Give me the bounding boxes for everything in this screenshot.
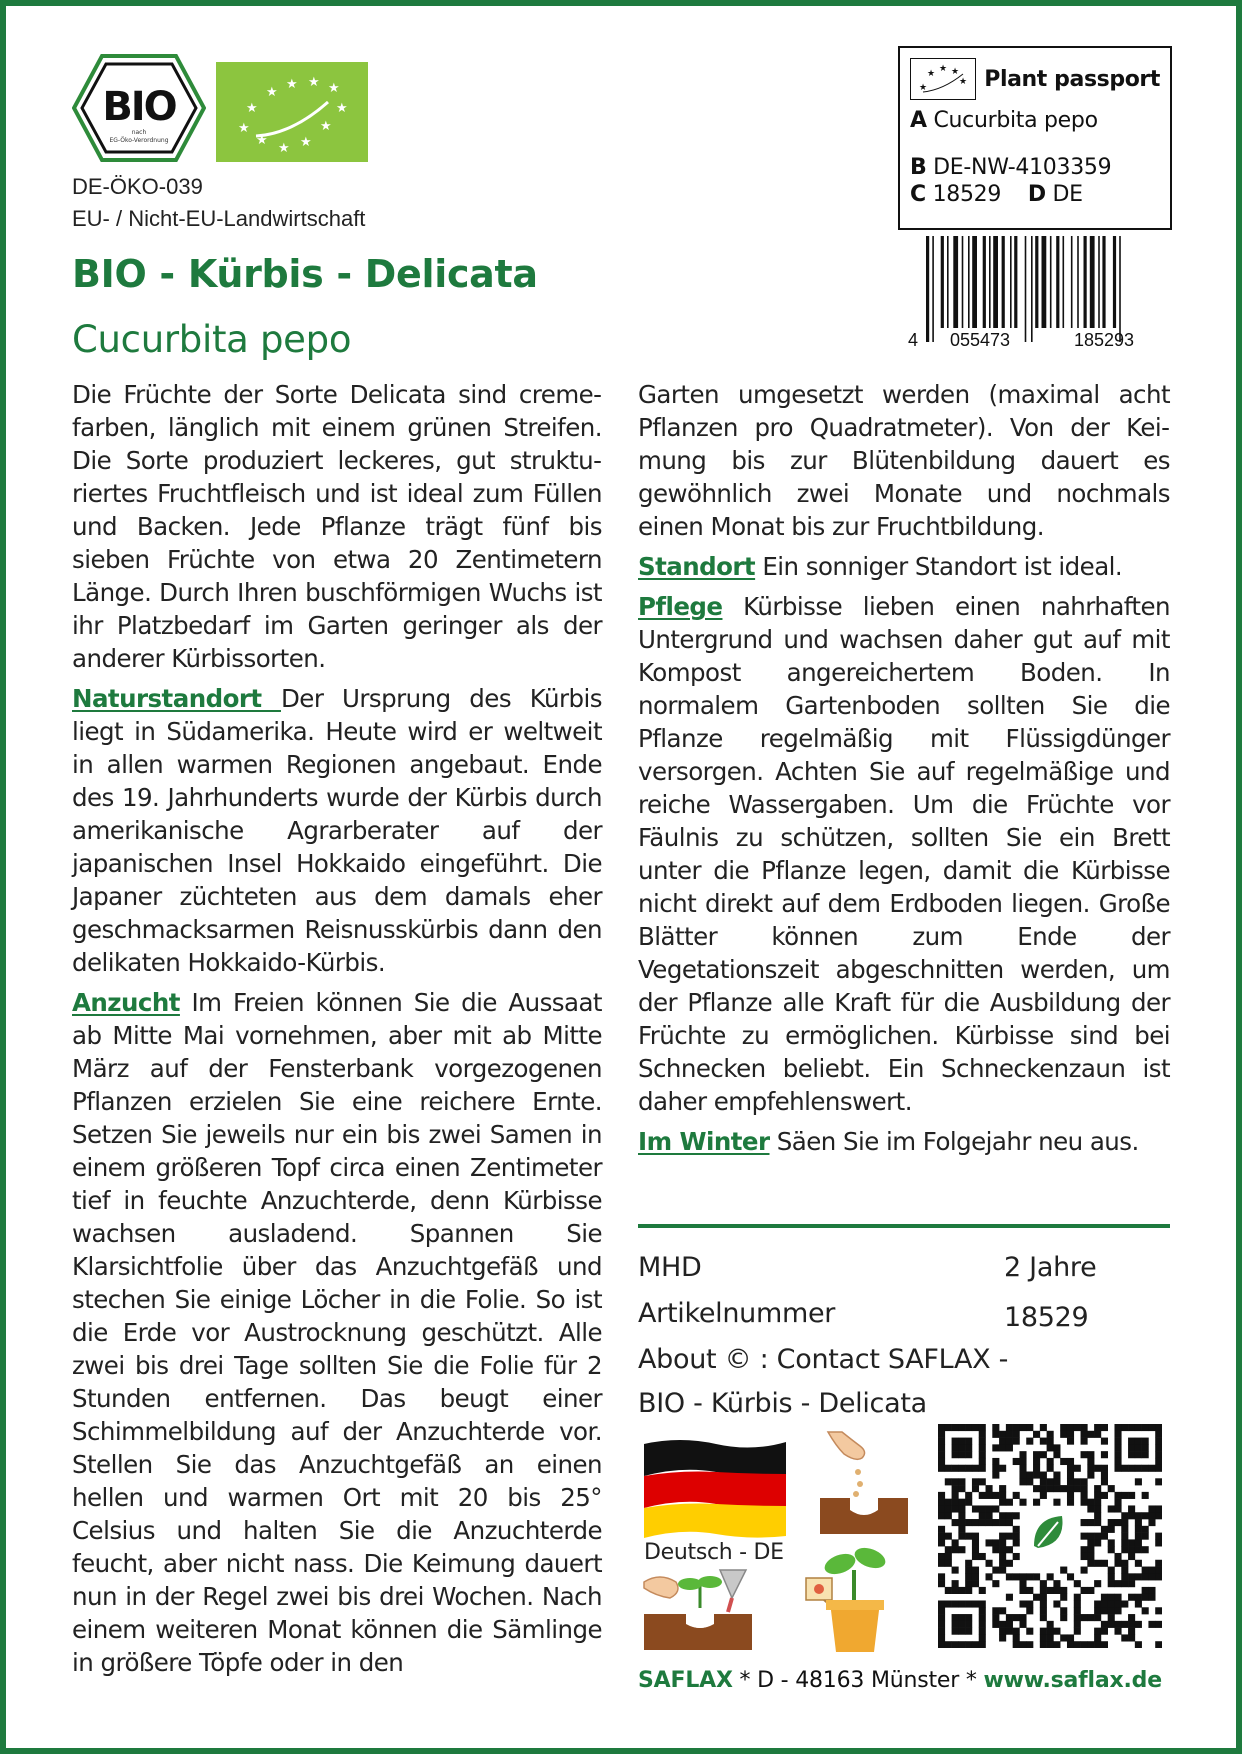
pflege-heading: Pflege	[638, 592, 723, 621]
qr-leaf-icon	[1022, 1508, 1078, 1564]
about-contact: About © : Contact SAFLAX -	[638, 1344, 1009, 1375]
svg-text:★: ★	[238, 121, 250, 136]
product-name-line: BIO - Kürbis - Delicata	[638, 1388, 927, 1419]
agriculture-origin: EU- / Nicht-EU-Landwirtschaft	[72, 206, 366, 231]
anzucht-heading: Anzucht	[72, 988, 180, 1017]
naturstandort-paragraph: Naturstandort Der Ursprung des Kürbis liegt in Südamerika. Heute wird er weltweit in allen warmen Regionen angebaut. Ende des 19. Jahrhunderts wurde der Kürbis durch amerikanische Agrarberater auf der japanischen Insel Hokkaido eingeführt. Die Japaner züchteten aus dem damals eher geschmacksarmen Reisnusskürbis dann den delikaten Hokkaido-Kürbis.	[72, 684, 602, 977]
svg-text:★: ★	[266, 85, 278, 100]
winter-paragraph: Im Winter Säen Sie im Folgejahr neu aus.	[638, 1127, 1139, 1156]
mhd-label: MHD	[638, 1252, 702, 1283]
svg-text:★: ★	[919, 83, 928, 93]
barcode-digits-right: 185293	[1074, 330, 1135, 350]
anzucht-continued-paragraph: Garten umgesetzt werden (maximal acht Pflanzen pro Quadratmeter). Von der Keimung bis zur Blütenbildung dauert es gewöhnlich zwei Monate und nochmals einen Monat bis zur Fruchtbildung.	[638, 380, 1170, 541]
footer	[628, 1668, 1172, 1693]
svg-text:★: ★	[278, 141, 290, 156]
svg-text:★: ★	[320, 119, 332, 134]
footer-address: * D - 48163 Münster *	[732, 1668, 984, 1693]
barcode-digit-first: 4	[908, 330, 919, 350]
german-flag-icon	[644, 1436, 786, 1540]
passport-line-b: B DE-NW-4103359	[910, 155, 1112, 180]
svg-text:★: ★	[959, 77, 968, 87]
svg-text:★: ★	[939, 64, 948, 74]
article-number-label: Artikelnummer	[638, 1298, 836, 1329]
standort-heading: Standort	[638, 552, 756, 581]
product-title: BIO - Kürbis - Delicata	[72, 252, 538, 296]
section-divider	[638, 1224, 1170, 1228]
svg-text:★: ★	[951, 67, 960, 77]
winter-heading: Im Winter	[638, 1127, 770, 1156]
potted-plant-icon	[800, 1544, 904, 1656]
organic-control-code: DE-ÖKO-039	[72, 174, 203, 199]
standort-paragraph: Standort Ein sonniger Standort ist ideal.	[638, 552, 1123, 581]
svg-text:★: ★	[336, 101, 348, 116]
sowing-seed-icon	[816, 1428, 912, 1538]
svg-text:★: ★	[308, 75, 320, 90]
svg-text:★: ★	[300, 135, 312, 150]
barcode-digits-left: 055473	[950, 330, 1011, 350]
botanical-name: Cucurbita pepo	[72, 318, 352, 361]
bio-seal-logo	[72, 54, 206, 162]
naturstandort-heading: Naturstandort	[72, 684, 281, 713]
article-number-value: 18529	[1004, 1302, 1089, 1333]
svg-text:★: ★	[286, 77, 298, 92]
anzucht-paragraph: Anzucht Im Freien können Sie die Aussaat ab Mitte Mai vornehmen, aber mit ab Mitte März auf der Fensterbank vorgezogenen Pflanzen erzielen Sie eine reichere Ernte. Setzen Sie jeweils nur ein bis zwei Samen in einem größeren Topf circa einen Zentimeter tief in feuchte Anzuchterde, denn Kürbisse wachsen ausladend. Spannen Sie Klarsichtfolie über das Anzuchtgefäß und stechen Sie einige Löcher in die Folie. So ist die Erde vor Austrocknung geschützt. Alle zwei bis drei Tage sollten Sie die Folie für 2 Stunden entfernen. Das beugt einer Schimmelbildung auf der Anzuchterde vor. Stellen Sie das Anzuchtgefäß an einen hellen und warmen Ort mit 20 bis 25° Celsius und halten Sie die Anzuchterde feucht, aber nicht nass. Die Keimung dauert nun in der Regel zwei bis drei Wochen. Nach einem weiteren Monat können die Sämlinge in größere Töpfe oder in den	[72, 988, 602, 1677]
passport-line-a: A Cucurbita pepo	[910, 108, 1098, 133]
plant-passport-heading: Plant passport	[984, 66, 1160, 92]
footer-brand: SAFLAX	[638, 1668, 733, 1693]
eu-organic-logo	[216, 62, 368, 162]
passport-line-cd: C 18529 D DE	[910, 182, 1083, 207]
eu-flag-icon	[910, 58, 976, 100]
plant-passport	[898, 46, 1172, 230]
svg-text:nach: nach	[131, 129, 147, 136]
intro-paragraph: Die Früchte der Sorte Delicata sind cremefarben, länglich mit einem grünen Streifen. Die Sorte produziert leckeres, gut strukturiertes Fruchtfleisch und ist ideal zum Füllen und Backen. Jede Pflanze trägt fünf bis sieben Früchte von etwa 20 Zentimetern Länge. Durch Ihren buschförmigen Wuchs ist ihr Platzbedarf im Garten geringer als der anderer Kürbissorten.	[72, 380, 602, 673]
svg-text:★: ★	[927, 69, 936, 79]
svg-text:★: ★	[328, 81, 340, 96]
svg-text:★: ★	[246, 101, 258, 116]
svg-text:BIO: BIO	[102, 84, 176, 130]
transplanting-seedling-icon	[642, 1568, 754, 1652]
language-label: Deutsch - DE	[644, 1540, 784, 1565]
mhd-value: 2 Jahre	[1004, 1252, 1097, 1283]
description-left-column	[72, 378, 602, 1686]
svg-text:EG-Öko-Verordnung: EG-Öko-Verordnung	[109, 137, 169, 144]
qr-code	[938, 1424, 1162, 1648]
svg-text:★: ★	[256, 133, 268, 148]
footer-website-link[interactable]: www.saflax.de	[983, 1668, 1162, 1693]
pflege-paragraph: Pflege Kürbisse lieben einen nahrhaften Untergrund und wachsen daher gut auf mit Kompost angereichertem Boden. In normalem Gartenboden sollten Sie die Pflanze regelmäßig mit Flüssigdünger versorgen. Achten Sie auf regelmäßige und reiche Wassergaben. Um die Früchte vor Fäulnis zu schützen, sollten Sie ein Brett unter die Pflanze legen, damit die Kürbisse nicht direkt auf dem Erdboden liegen. Große Blätter können zum Ende der Vegetationszeit abgeschnitten werden, um der Pflanze alle Kraft für die Ausbildung der Früchte zu ermöglichen. Kürbisse sind bei Schnecken beliebt. Ein Schneckenzaun ist daher empfehlenswert.	[638, 592, 1170, 1116]
description-right-column	[638, 378, 1170, 1165]
